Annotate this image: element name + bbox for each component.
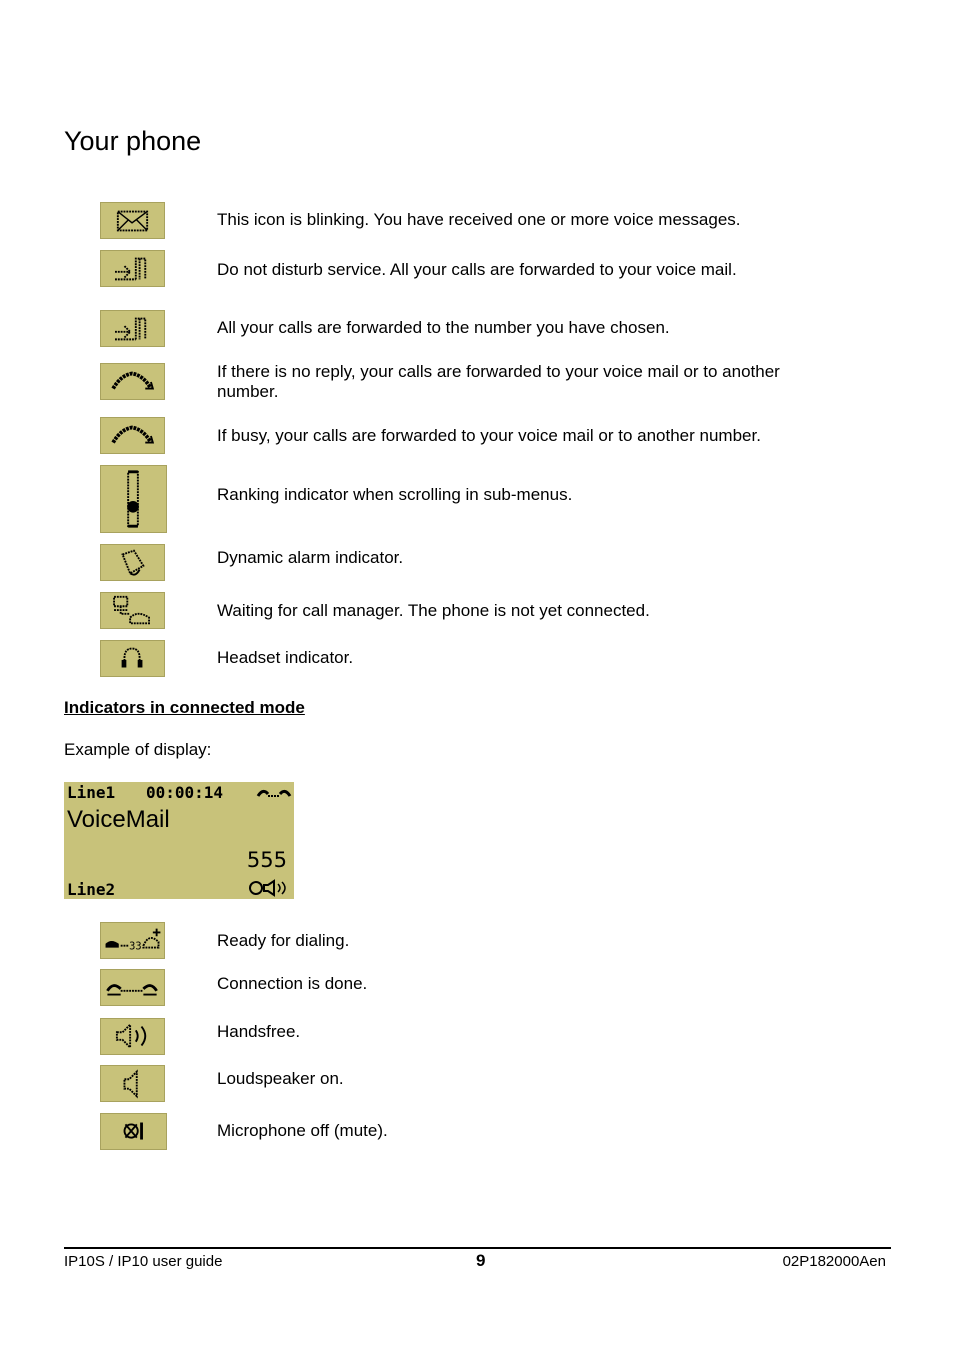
loudspeaker-icon [100, 1065, 165, 1102]
connection-done-icon [100, 969, 165, 1006]
forward-all-icon [100, 310, 165, 347]
page-title: Your phone [64, 126, 202, 156]
icon-description: Do not disturb service. All your calls are forwarded to your voice mail. [217, 260, 737, 279]
example-label: Example of display: [64, 740, 212, 759]
footer-divider [64, 1247, 891, 1249]
alarm-bell-icon [100, 544, 165, 581]
display-number: 555 [246, 848, 287, 872]
footer-guide-title: IP10S / IP10 user guide [64, 1253, 223, 1270]
icon-description: Dynamic alarm indicator. [217, 548, 404, 567]
envelope-icon [100, 202, 165, 239]
call-manager-icon [100, 592, 165, 629]
handsfree-icon [100, 1018, 165, 1055]
example-display [64, 782, 294, 899]
icon-description: If busy, your calls are forwarded to your voice mail or to another number. [217, 426, 761, 445]
icon-description: Microphone off (mute). [217, 1121, 388, 1140]
display-line2: Line2 [67, 880, 116, 899]
icon-description: Headset indicator. [217, 648, 354, 667]
ranking-scroll-icon [100, 465, 167, 533]
section-heading: Indicators in connected mode [64, 698, 305, 717]
icon-description: This icon is blinking. You have received one or more voice messages. [217, 210, 741, 229]
headset-icon [100, 640, 165, 677]
icon-description: All your calls are forwarded to the number you have chosen. [217, 318, 670, 337]
display-timer: 00:00:14 [146, 783, 224, 802]
display-line1: Line1 [67, 783, 116, 802]
document-reference: 02P182000Aen [782, 1253, 886, 1270]
icon-description: If there is no reply, your calls are forwarded to your voice mail or to another number. [217, 362, 780, 401]
icon-description: Loudspeaker on. [217, 1069, 344, 1088]
connection-icon [256, 784, 292, 802]
icon-description: Ranking indicator when scrolling in sub-menus. [217, 485, 573, 504]
icon-description: Connection is done. [217, 974, 368, 993]
forward-busy-icon [100, 417, 165, 454]
svg-text:33: 33 [129, 940, 142, 953]
display-name: VoiceMail [67, 806, 170, 833]
page-number: 9 [476, 1251, 486, 1270]
icon-description: Waiting for call manager. The phone is not yet connected. [217, 601, 650, 620]
icon-description: Handsfree. [217, 1022, 301, 1041]
microphone-off-icon [100, 1113, 167, 1150]
ready-dialing-icon [100, 922, 165, 959]
forward-no-reply-icon [100, 363, 165, 400]
icon-description: Ready for dialing. [217, 931, 350, 950]
forward-dnd-icon [100, 250, 165, 287]
mic-speaker-icon [248, 879, 292, 897]
